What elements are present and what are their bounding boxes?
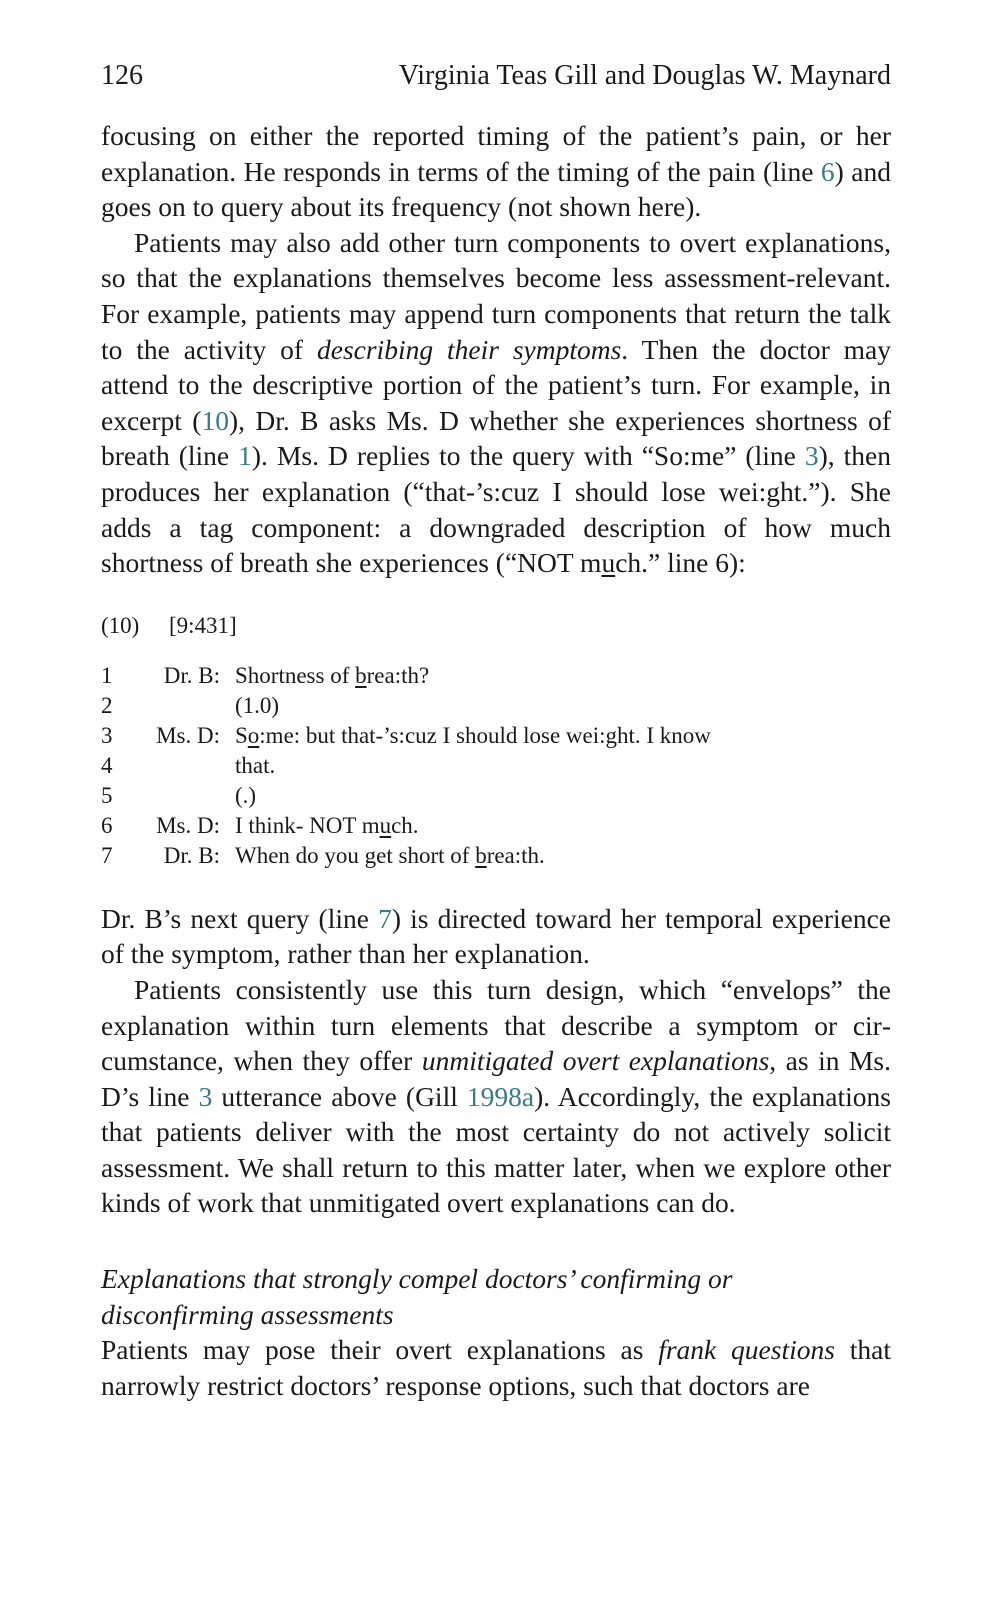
- speaker-name: Dr. B:: [163, 842, 220, 868]
- emphasis-text: frank questions: [658, 1334, 835, 1366]
- text-run: . Then the doctor may attend to the descriptive portion of the patient’s turn. For example, in excerpt (: [101, 333, 891, 436]
- utterance: [235, 781, 875, 811]
- text-run: utterance above (Gill: [212, 1080, 467, 1112]
- text-run: ). Ms. D replies to the query with “So:me” (line: [251, 440, 805, 472]
- utterance-text: I think- NOT m: [235, 812, 380, 838]
- stressed-letter: b: [355, 662, 367, 688]
- section-heading: Explanations that strongly compel doctors’ confirming or disconfirming assessments: [101, 1263, 733, 1330]
- utterance-text: (.): [235, 782, 257, 808]
- transcript-line: [101, 751, 875, 781]
- text-run: ), Dr. B asks Ms. D whether she experiences shortness of breath (line: [101, 404, 891, 472]
- line-number: 3: [101, 722, 113, 748]
- speaker-label: [132, 661, 235, 691]
- utterance-text: S: [235, 722, 248, 748]
- line-number: 6: [101, 812, 113, 838]
- speaker-name: Dr. B:: [163, 662, 220, 688]
- utterance: [235, 661, 875, 691]
- transcript-line: [101, 721, 875, 751]
- speaker-name: Ms. D:: [156, 812, 220, 838]
- stressed-letter: o: [247, 722, 260, 748]
- page: [101, 58, 891, 1403]
- text-run: ), then produces her explanation (“that-’s:cuz I should lose wei:ght.”). She adds a tag component: a downgraded description of how much shortness of breath she experiences (“NOT m: [101, 440, 891, 579]
- utterance-text: Shortness of: [235, 662, 356, 688]
- emphasis-text: unmitigated overt explanations: [421, 1045, 770, 1077]
- line-number: 1: [101, 662, 113, 688]
- transcript-line: [101, 841, 875, 871]
- speaker-label: [132, 751, 235, 781]
- excerpt-label: [101, 611, 891, 641]
- utterance-text: When do you get short of: [235, 842, 476, 868]
- excerpt-ref-link[interactable]: 10: [201, 404, 229, 436]
- paragraph-3: [101, 901, 891, 972]
- text-run: that narrowly restrict doctors’ response options, such that doctors are: [101, 1334, 891, 1401]
- utterance-text: ch.: [391, 812, 419, 838]
- utterance: [235, 721, 875, 751]
- utterance-text: rea:th?: [366, 662, 430, 688]
- paragraph-2: [101, 225, 891, 581]
- text-run: Patients may also add other turn components to overt explanations, so that the explanations themselves become less assessment-relevant. For example, patients may append turn components that return the talk to the activity of: [101, 226, 891, 365]
- stressed-letter: b: [475, 842, 487, 868]
- transcript-line: [101, 811, 875, 841]
- utterance: [235, 841, 875, 871]
- speaker-label: [132, 841, 235, 871]
- line-number: 7: [101, 842, 113, 868]
- speaker-name: Ms. D:: [156, 722, 220, 748]
- speaker-label: [132, 781, 235, 811]
- running-head-authors: Virginia Teas Gill and Douglas W. Maynard: [398, 60, 891, 91]
- transcript-line: [101, 661, 875, 691]
- paragraph-4: [101, 972, 891, 1221]
- text-run: ) is directed toward her temporal experience of the symptom, rather than her explanation.: [101, 902, 891, 970]
- underlined-letter: u: [601, 547, 616, 579]
- utterance: [235, 691, 875, 721]
- utterance-text: (1.0): [235, 692, 280, 718]
- emphasis-text: describing their symptoms: [316, 333, 622, 365]
- line-number: 4: [101, 752, 113, 778]
- line-ref-link[interactable]: 1: [238, 440, 252, 472]
- text-run: Patients may pose their overt explanations as: [101, 1334, 659, 1366]
- text-run: ch.” line 6):: [615, 547, 746, 579]
- speaker-label: [132, 811, 235, 841]
- text-run: , as in Ms. D’s line: [101, 1045, 891, 1112]
- transcript-line: [101, 691, 875, 721]
- stressed-letter: u: [379, 812, 392, 838]
- page-number: 126: [101, 60, 143, 91]
- line-ref-link[interactable]: 7: [378, 902, 392, 934]
- line-number: 2: [101, 692, 113, 718]
- speaker-label: [132, 721, 235, 751]
- line-ref-link[interactable]: 3: [804, 440, 819, 472]
- paragraph-1: [101, 118, 891, 225]
- line-ref-link[interactable]: 3: [198, 1080, 213, 1112]
- utterance-text: that.: [235, 752, 276, 778]
- paragraph-5: [101, 1332, 891, 1403]
- utterance: [235, 751, 875, 781]
- citation-link[interactable]: 1998a: [466, 1080, 535, 1112]
- excerpt-number: (10): [101, 612, 140, 638]
- text-run: Patients consistently use this turn design, which “envelops” the explanation within turn elements that describe a symptom or circumstance, when they offer: [101, 973, 891, 1077]
- transcript-line: [101, 781, 875, 811]
- line-ref-link[interactable]: 6: [820, 155, 835, 187]
- utterance-text: rea:th.: [486, 842, 545, 868]
- text-run: focusing on either the reported timing of the patient’s pain, or her explanation. He responds in terms of the timing of the pain (line: [101, 120, 891, 187]
- utterance: [235, 811, 875, 841]
- excerpt-source: [9:431]: [169, 612, 237, 638]
- text-run: ) and goes on to query about its frequency (not shown here).: [101, 155, 891, 223]
- line-number: 5: [101, 782, 113, 808]
- text-run: ). Accordingly, the explanations that patients deliver with the most certainty do not actively solicit assessment. We shall return to this matter later, when we explore other kinds of work that unmitigated overt explanations can do.: [101, 1080, 891, 1219]
- speaker-label: [132, 691, 235, 721]
- running-header: [101, 58, 891, 98]
- transcript-table: [101, 661, 875, 871]
- utterance-text: :me: but that-’s:cuz I should lose wei:ght. I know: [259, 722, 711, 748]
- text-run: Dr. B’s next query (line: [101, 902, 379, 934]
